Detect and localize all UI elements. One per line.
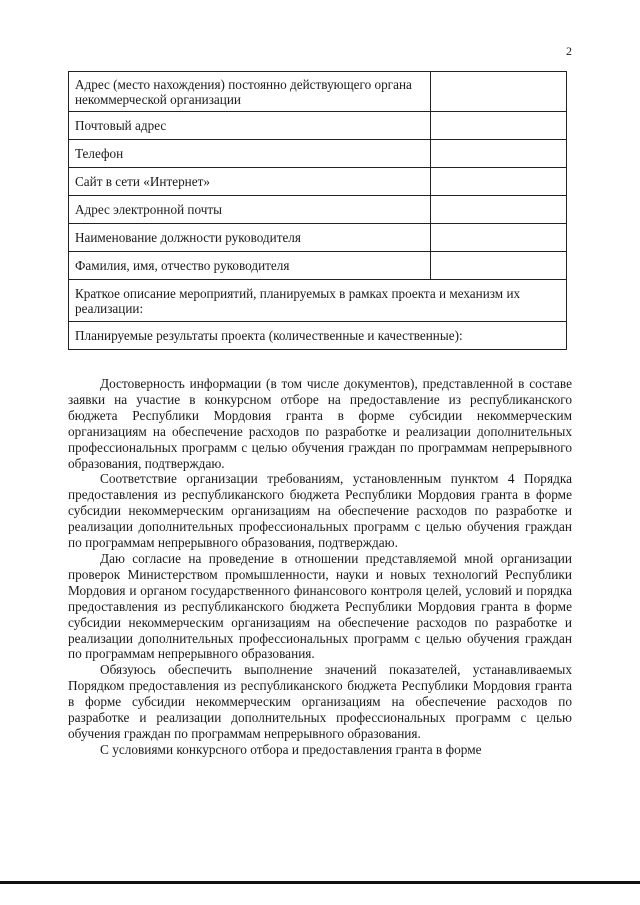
row-label-address: Адрес (место нахождения) постоянно действующего органа некоммерческой организации	[69, 72, 431, 112]
row-label-head-position: Наименование должности руководителя	[69, 224, 431, 252]
table-row	[69, 280, 567, 322]
row-label-postal-address: Почтовый адрес	[69, 112, 431, 140]
row-value-phone[interactable]	[431, 140, 567, 168]
table-row	[69, 140, 567, 168]
table-row	[69, 322, 567, 350]
row-label-head-name: Фамилия, имя, отчество руководителя	[69, 252, 431, 280]
row-value-website[interactable]	[431, 168, 567, 196]
row-value-address[interactable]	[431, 72, 567, 112]
paragraph-consent: Даю согласие на проведение в отношении представляемой мной организации проверок Министерством промышленности, науки и новых технологий Республики Мордовия и органом государственного финансового контроля целей, условий и порядка предоставления из республиканского бюджета Республики Мордовия гранта в форме субсидии некоммерческим организациям на обеспечение расходов по разработке и реализации дополнительных профессиональных программ с целью обучения граждан по программам непрерывного образования.	[68, 550, 572, 662]
row-label-phone: Телефон	[69, 140, 431, 168]
paragraph-reliability: Достоверность информации (в том числе документов), представленной в составе заявки на участие в конкурсном отборе на предоставление из республиканского бюджета Республики Мордовия гранта в форме субсидии некоммерческим организациям на обеспечение расходов по разработке и реализации дополнительных профессиональных программ с целью обучения граждан по программам непрерывного образования, подтверждаю.	[68, 376, 572, 471]
page-number: 2	[566, 44, 572, 58]
row-label-project-activities: Краткое описание мероприятий, планируемых в рамках проекта и механизм их реализации:	[69, 280, 567, 322]
row-value-head-position[interactable]	[431, 224, 567, 252]
table-row	[69, 72, 567, 112]
organization-info-table	[68, 71, 567, 350]
table-row	[69, 196, 567, 224]
table-row	[69, 252, 567, 280]
row-value-postal-address[interactable]	[431, 112, 567, 140]
declaration-text	[68, 376, 572, 758]
scan-bottom-edge	[0, 881, 640, 884]
row-label-project-results: Планируемые результаты проекта (количественные и качественные):	[69, 322, 567, 350]
row-label-website: Сайт в сети «Интернет»	[69, 168, 431, 196]
paragraph-conditions: С условиями конкурсного отбора и предоставления гранта в форме	[100, 741, 482, 757]
row-value-email[interactable]	[431, 196, 567, 224]
row-value-head-name[interactable]	[431, 252, 567, 280]
table-row	[69, 112, 567, 140]
row-label-email: Адрес электронной почты	[69, 196, 431, 224]
paragraph-compliance: Соответствие организации требованиям, установленным пунктом 4 Порядка предоставления из республиканского бюджета Республики Мордовия гранта в форме субсидии некоммерческим организациям на обеспечение расходов по разработке и реализации дополнительных профессиональных программ с целью обучения граждан по программам непрерывного образования, подтверждаю.	[68, 471, 572, 551]
table-row	[69, 224, 567, 252]
table-row	[69, 168, 567, 196]
paragraph-obligation: Обязуюсь обеспечить выполнение значений показателей, устанавливаемых Порядком предоставления из республиканского бюджета Республики Мордовия гранта в форме субсидии некоммерческим организациям на обеспечение расходов по разработке и реализации дополнительных профессиональных программ с целью обучения граждан по программам непрерывного образования.	[68, 662, 572, 741]
